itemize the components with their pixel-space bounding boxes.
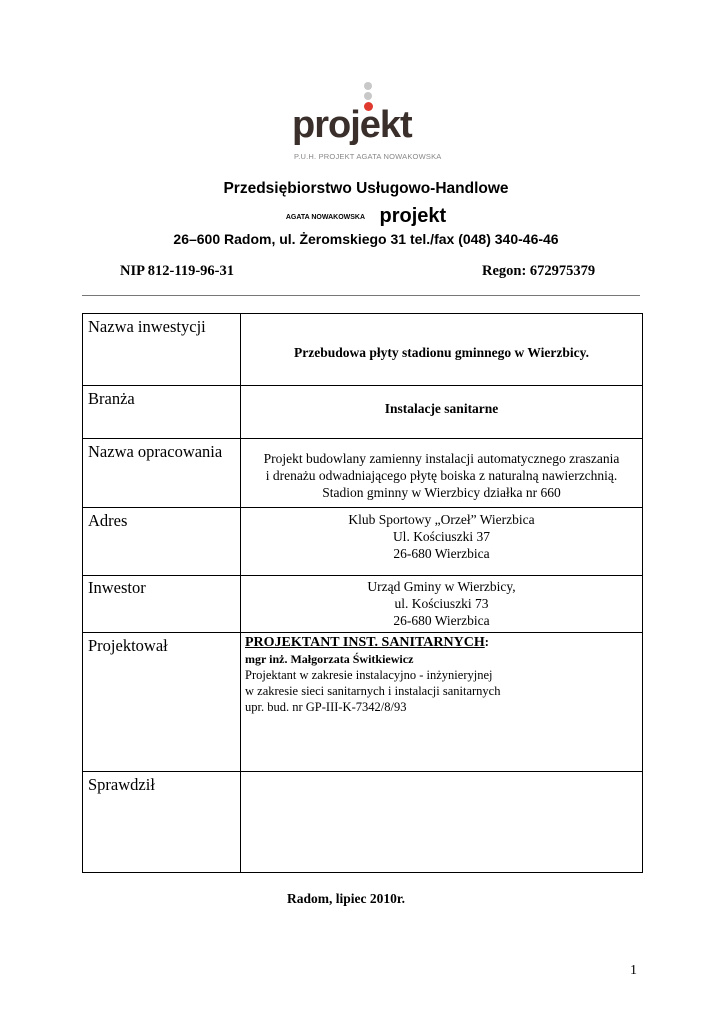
value-investor-line-2: ul. Kościuszki 73 <box>394 596 489 611</box>
value-address-line-3: 26-680 Wierzbica <box>393 546 490 561</box>
header-divider <box>82 295 640 296</box>
label-address: Adres <box>88 511 128 530</box>
project-info-table <box>82 313 643 873</box>
place-and-date: Radom, lipiec 2010r. <box>287 891 405 906</box>
designer-heading-colon: : <box>484 635 489 649</box>
designer-name: mgr inż. Małgorzata Świtkiewicz <box>245 652 414 666</box>
designer-license: upr. bud. nr GP-III-K-7342/8/93 <box>245 700 407 714</box>
value-investment-name: Przebudowa płyty stadionu gminnego w Wierzbicy. <box>293 345 590 360</box>
page-number: 1 <box>630 963 637 978</box>
row-divider <box>83 385 642 386</box>
logo-wordmark: projekt <box>292 104 412 146</box>
designer-scope-1: Projektant w zakresie instalacyjno - inżynieryjnej <box>245 668 493 682</box>
row-divider <box>83 438 642 439</box>
label-checked-by: Sprawdził <box>88 775 155 794</box>
designer-scope-2: w zakresie sieci sanitarnych i instalacji sanitarnych <box>245 684 501 698</box>
designer-heading: PROJEKTANT INST. SANITARNYCH <box>245 635 485 650</box>
value-study-line-3: Stadion gminny w Wierzbicy działka nr 660 <box>322 485 561 500</box>
company-logo <box>292 82 442 168</box>
label-branch: Branża <box>88 389 135 408</box>
row-divider <box>83 771 642 772</box>
regon-number: Regon: 672975379 <box>482 263 596 279</box>
company-address: 26–600 Radom, ul. Żeromskiego 31 tel./fax (048) 340-46-46 <box>173 231 559 247</box>
value-branch: Instalacje sanitarne <box>384 401 499 416</box>
label-study-name: Nazwa opracowania <box>88 442 223 461</box>
value-investor-line-1: Urząd Gminy w Wierzbicy, <box>367 579 516 594</box>
owner-name: AGATA NOWAKOWSKA <box>285 214 366 221</box>
designer-heading-line <box>245 634 500 651</box>
value-investor-line-3: 26-680 Wierzbica <box>393 613 490 628</box>
label-investment-name: Nazwa inwestycji <box>88 317 206 336</box>
label-investor: Inwestor <box>88 578 146 597</box>
value-study-line-2: i drenażu odwadniającego płytę boiska z naturalną nawierzchnią. <box>265 468 618 483</box>
company-owner-line <box>4 205 724 228</box>
value-address-line-1: Klub Sportowy „Orzeł” Wierzbica <box>348 512 535 527</box>
row-divider <box>83 507 642 508</box>
logo-subtitle: P.U.H. PROJEKT AGATA NOWAKOWSKA <box>294 152 442 161</box>
nip-number: NIP 812-119-96-31 <box>120 263 234 279</box>
brand-name: projekt <box>379 205 447 227</box>
value-study-line-1: Projekt budowlany zamienny instalacji automatycznego zraszania <box>263 451 620 466</box>
row-divider <box>83 575 642 576</box>
value-address-line-2: Ul. Kościuszki 37 <box>392 529 491 544</box>
company-name: Przedsiębiorstwo Usługowo-Handlowe <box>223 180 509 197</box>
designer-block <box>245 634 500 715</box>
label-designed-by: Projektował <box>88 636 168 655</box>
row-divider <box>83 632 642 633</box>
